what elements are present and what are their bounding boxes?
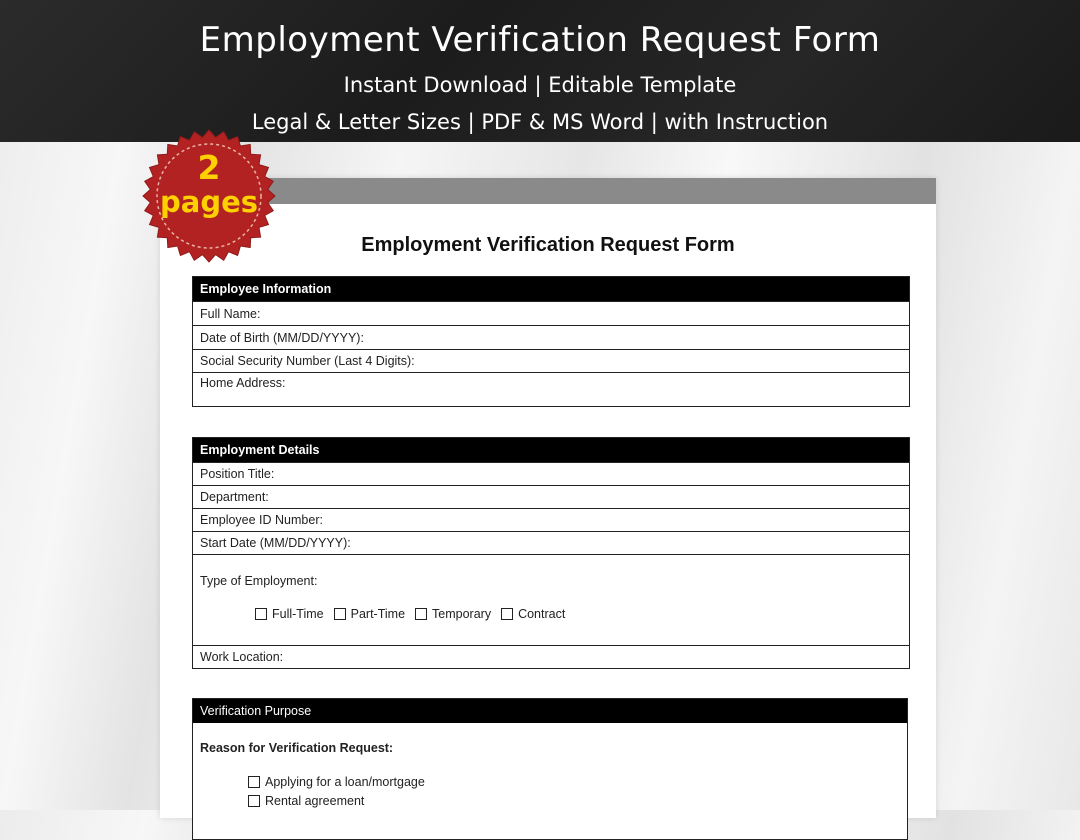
field-work-location[interactable]: Work Location: <box>193 645 909 668</box>
checkbox-label: Part-Time <box>350 607 406 621</box>
banner-subtitle-1: Instant Download | Editable Template <box>343 73 737 97</box>
form-document-page <box>160 178 936 818</box>
field-start-date[interactable]: Start Date (MM/DD/YYYY): <box>193 531 909 554</box>
banner-subtitle-2: Legal & Letter Sizes | PDF & MS Word | with Instruction <box>251 110 829 134</box>
checkbox-label: Temporary <box>432 607 492 621</box>
checkbox-square-icon[interactable] <box>248 776 260 788</box>
form-title: Employment Verification Request Form <box>361 234 735 256</box>
field-home-address[interactable]: Home Address: <box>193 372 909 406</box>
field-position-title[interactable]: Position Title: <box>193 462 909 485</box>
checkbox-temporary[interactable] <box>415 607 491 621</box>
badge-word: pages <box>159 185 259 219</box>
field-employee-id[interactable]: Employee ID Number: <box>193 508 909 531</box>
section-heading: Employee Information <box>193 277 909 301</box>
checkbox-square-icon[interactable] <box>415 608 427 620</box>
badge-number: 2 <box>197 148 221 187</box>
checkbox-label: Contract <box>518 607 566 621</box>
checkbox-rental-agreement[interactable] <box>200 794 907 808</box>
checkbox-label: Rental agreement <box>265 794 365 808</box>
section-heading: Verification Purpose <box>193 699 907 723</box>
field-department[interactable]: Department: <box>193 485 909 508</box>
employee-information-section <box>192 276 910 407</box>
employment-details-section <box>192 437 910 669</box>
checkbox-square-icon[interactable] <box>501 608 513 620</box>
verification-purpose-section <box>192 698 908 840</box>
checkbox-label: Applying for a loan/mortgage <box>265 775 425 789</box>
checkbox-contract[interactable] <box>501 607 565 621</box>
checkbox-label: Full-Time <box>272 607 324 621</box>
employment-type-label: Type of Employment: <box>200 574 318 588</box>
checkbox-full-time[interactable] <box>255 607 324 621</box>
checkbox-square-icon[interactable] <box>248 795 260 807</box>
banner-title: Employment Verification Request Form <box>199 20 881 60</box>
field-date-of-birth[interactable]: Date of Birth (MM/DD/YYYY): <box>193 325 909 349</box>
section-heading: Employment Details <box>193 438 909 462</box>
pages-count-badge <box>141 128 277 264</box>
reason-label: Reason for Verification Request: <box>200 741 394 755</box>
promo-banner <box>0 0 1080 142</box>
checkbox-loan-mortgage[interactable] <box>200 775 907 789</box>
verification-reason-block <box>193 723 907 808</box>
field-ssn-last4[interactable]: Social Security Number (Last 4 Digits): <box>193 349 909 372</box>
checkbox-part-time[interactable] <box>334 607 405 621</box>
checkbox-square-icon[interactable] <box>255 608 267 620</box>
employment-type-block <box>193 554 909 645</box>
field-full-name[interactable]: Full Name: <box>193 301 909 325</box>
checkbox-square-icon[interactable] <box>334 608 346 620</box>
